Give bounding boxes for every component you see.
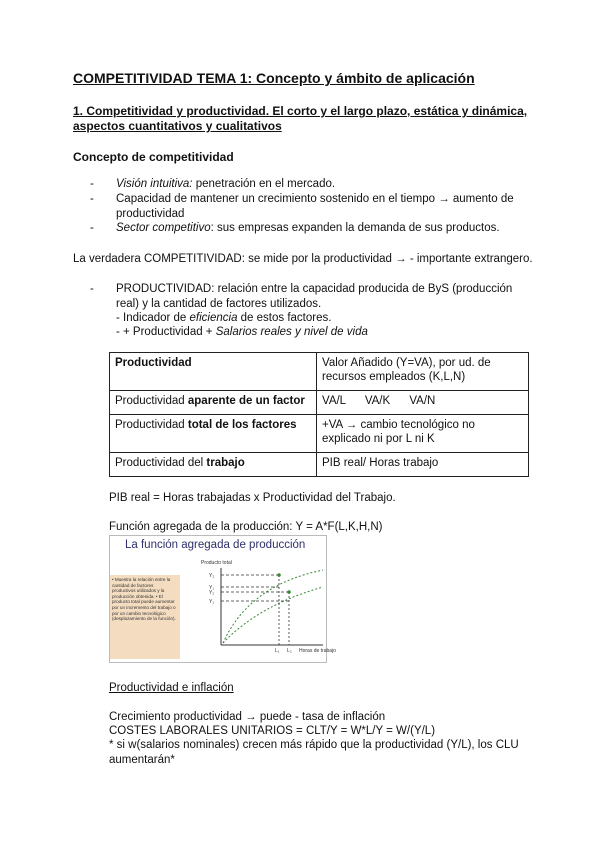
cell-bold: total de los factores [187,419,297,431]
productividad-definition: PRODUCTIVIDAD: relación entre la capacidad producida de ByS (producción real) y la cantidad de factores utilizados. [116,283,513,310]
bullet-dash: - [90,283,94,295]
curve-point [287,590,291,594]
y-tick-label: Y₂ [209,573,215,579]
cell-text: Productividad del [115,457,207,469]
curve-high [223,570,323,643]
table-row [110,415,529,453]
document-title: COMPETITIVIDAD TEMA 1: Concepto y ámbito de aplicación [73,70,475,86]
cell-bold: trabajo [206,457,245,469]
section-heading: 1. Competitividad y productividad. El corto y el largo plazo, estática y dinámica, aspectos cuantitativos y cualitativos [73,104,528,133]
salarios-em: Salarios reales y nivel de vida [215,326,368,338]
bullet-dash: - [90,193,94,205]
section2-line: COSTES LABORALES UNITARIOS = CLT/Y = W*L/Y = W/(Y/L) [109,725,436,737]
indicador-em: eficiencia [189,312,238,324]
y-axis-label: Producto total [201,560,232,566]
x-tick-label: L₁ [275,648,280,654]
x-tick-label: L₂ [287,648,292,654]
bullet-item [116,221,516,236]
bullet-item [116,177,516,192]
productividad-table [109,352,529,477]
table-cell: VA/L VA/K VA/N [317,391,529,415]
table-row [110,391,529,415]
table-cell [110,353,317,391]
table-row [110,453,529,477]
bullet-dash: - [90,222,94,234]
subheading: Concepto de competitividad [73,150,234,164]
section2-line: * si w(salarios nominales) crecen más rápido que la productividad (Y/L), los CLU aumentarán* [109,739,519,766]
table-row [110,353,529,391]
bullet-dash: - [90,178,94,190]
production-function-figure [109,535,336,663]
funcion-line: Función agregada de la producción: Y = A*F(L,K,H,N) [109,521,383,533]
figure-side-note: • Muestra la relación entre la cantidad de factores productivos utilizados y la producción obtenida. • El producto total puede aumentar por un incremento del trabajo o por un cambio tecnológico (desplazamiento de la función). [112,577,176,622]
y-tick-label: Y₁ [209,585,215,591]
cell-text: Productividad [115,419,188,431]
y-tick-label: Y₁ [209,599,215,605]
competitividad-line: La verdadera COMPETITIVIDAD: se mide por la productividad → - importante extrangero. [73,253,533,265]
table-cell: +VA → cambio tecnológico no explicado ni por L ni K [317,415,529,453]
cell-bold: Productividad [115,357,192,369]
indicador-pre: - Indicador de [116,312,190,324]
bullet-text: : sus empresas expanden la demanda de sus productos. [210,222,500,234]
cell-text: Productividad [115,395,188,407]
indicador-line [116,311,516,326]
x-axis-label: Horas de trabajo [299,648,336,654]
section2-line: Crecimiento productividad → puede - tasa de inflación [109,711,386,723]
curve-point [277,573,281,577]
y-tick-label: Y₂ [209,590,215,596]
bullet-label: Sector competitivo [116,222,211,234]
table-cell [110,453,317,477]
figure-title: La función agregada de producción [125,539,306,551]
curve-low [223,587,323,643]
pib-line: PIB real = Horas trabajadas x Productividad del Trabajo. [109,492,396,504]
table-cell [110,391,317,415]
section2-heading: Productividad e inflación [109,682,234,694]
bullet-item: Capacidad de mantener un crecimiento sostenido en el tiempo → aumento de productividad [116,193,514,220]
cell-bold: aparente de un factor [187,395,305,407]
bullet-label: Visión intuitiva: [116,178,193,190]
table-cell: Valor Añadido (Y=VA), por ud. de recursos empleados (K,L,N) [317,353,529,391]
indicador-post: de estos factores. [237,312,332,324]
table-cell [110,415,317,453]
salarios-pre: - + Productividad + [116,326,216,338]
bullet-text: penetración en el mercado. [192,178,336,190]
salarios-line [116,325,516,340]
table-cell: PIB real/ Horas trabajo [317,453,529,477]
